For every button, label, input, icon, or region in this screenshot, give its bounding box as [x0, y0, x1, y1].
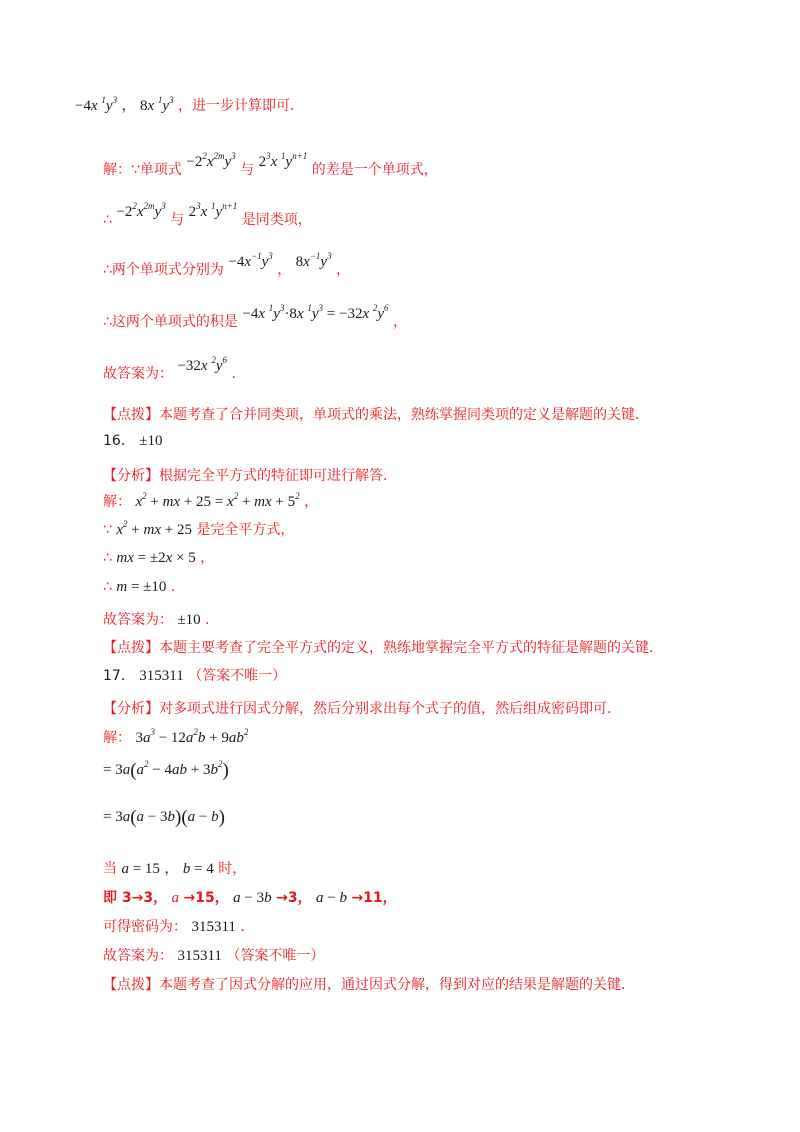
answer-line-15 — [103, 355, 246, 384]
answer-value: 315311 — [191, 919, 236, 935]
comma: ， — [304, 494, 319, 510]
math-expression: −32x $^2y^6$ — [177, 355, 228, 374]
connector-text: 与 — [240, 162, 255, 178]
question-number: 17． — [103, 668, 135, 684]
solution-text: →11， — [351, 890, 397, 906]
solution-text: 时， — [218, 861, 247, 877]
math-expression: = $3a(a^2 - 4ab + 3b^2)$ — [103, 759, 229, 781]
solution-label: 解： — [103, 494, 131, 510]
q17-line-1 — [103, 728, 248, 748]
therefore-symbol: ∴ — [103, 550, 112, 566]
math-expression: a = 15 — [121, 861, 160, 877]
solution-text: 的差是一个单项式， — [311, 162, 438, 178]
therefore-symbol: ∴ — [103, 212, 112, 228]
answer-label: 故答案为： — [103, 612, 173, 628]
math-expression: $x^2$ + mx + 25 — [116, 519, 192, 538]
math-expression: $3a^3 - 12a^2b + 9ab^2$ — [135, 727, 249, 746]
math-expression: b = 4 — [182, 861, 214, 877]
answer-line-16 — [103, 610, 219, 630]
math-expression: $x^2$ + mx + $25 = x^2$ + mx + $5^2$ — [135, 491, 300, 510]
solution-line-4 — [103, 303, 407, 332]
period: ． — [170, 579, 185, 595]
math-expression: = 3a(a − 3b)(a − b) — [103, 807, 225, 828]
math-expression: $-4x^{-1}y^3$ — [228, 251, 273, 270]
solution-text: 解：∵单项式 — [103, 162, 182, 178]
period: ． — [240, 919, 255, 935]
math-expression: ±10 — [177, 612, 201, 628]
comma: ， — [200, 550, 215, 566]
dianbo-15: 【点拨】本题考查了合并同类项，单项式的乘法，熟练掌握同类项的定义是解题的关键． — [103, 407, 649, 423]
comma: ， — [277, 262, 292, 278]
solution-text: 是完全平方式， — [196, 522, 295, 538]
q16-line-3 — [103, 548, 214, 568]
period: ． — [205, 612, 220, 628]
solution-text: ∴这两个单项式的积是 — [103, 314, 238, 330]
math-expression: −4x $^1y^3\cdot 8x$ $^1y^3 = -32x$ $^2y^6$ — [242, 303, 389, 322]
answer-label: 故答案为： — [103, 366, 173, 382]
solution-text: →15， — [183, 890, 229, 906]
math-expression: a — [171, 890, 180, 906]
period: ． — [231, 366, 246, 382]
q16-line-1 — [103, 492, 318, 512]
math-expression: a − 3b — [233, 890, 272, 906]
math-expression: $-2^2x^{2m}y^3$ — [186, 151, 236, 170]
question-17-header — [103, 666, 286, 686]
solution-label: 解： — [103, 730, 131, 746]
q17-line-5 — [103, 888, 397, 908]
dianbo-16: 【点拨】本题主要考查了完全平方式的定义，熟练地掌握完全平方式的特征是解题的关键． — [103, 640, 663, 656]
solution-line-2 — [103, 201, 312, 230]
fenxi-16: 【分析】根据完全平方式的特征即可进行解答． — [103, 468, 397, 484]
math-expression: $8x^{-1}y^3$ — [295, 251, 332, 270]
math-expression: mx = ±2x × 5 — [116, 550, 196, 566]
answer-value: 315311 — [177, 948, 222, 964]
intro-text: ，进一步计算即可． — [178, 98, 305, 114]
answer-line-17 — [103, 946, 324, 966]
comma: ， — [393, 314, 407, 330]
q17-line-3 — [103, 807, 225, 828]
question-16-header — [103, 431, 163, 451]
solution-text: ∴两个单项式分别为 — [103, 262, 224, 278]
answer-label: 故答案为： — [103, 948, 173, 964]
because-symbol: ∵ — [103, 522, 112, 538]
solution-line-1 — [103, 151, 438, 180]
solution-text: 可得密码为： — [103, 919, 187, 935]
connector-text: 与 — [170, 212, 185, 228]
math-expression: $-2^2x^{2m}y^3$ — [116, 201, 166, 220]
math-expression: 8x $^1y^3$ — [139, 95, 174, 114]
math-expression: m = ±10 — [116, 579, 167, 595]
math-expression: −4x $^1y^3$ — [75, 95, 118, 114]
answer-note: （答案不唯一） — [226, 948, 325, 964]
answer-value: 315311 — [139, 668, 184, 684]
math-expression: a − b — [316, 890, 347, 906]
q16-line-4 — [103, 577, 185, 597]
solution-text: →3， — [276, 890, 312, 906]
comma: ， — [121, 98, 136, 114]
q17-line-6 — [103, 917, 254, 937]
dianbo-17: 【点拨】本题考查了因式分解的应用，通过因式分解，得到对应的结果是解题的关键． — [103, 977, 635, 993]
q16-line-2 — [103, 520, 294, 540]
intro-line — [75, 96, 304, 116]
q17-line-2 — [103, 760, 229, 781]
math-expression: $2^3x$ $^1y^{n+1}$ — [188, 201, 238, 220]
math-expression: ±10 — [139, 433, 163, 449]
comma: ， — [164, 861, 179, 877]
fenxi-17: 【分析】对多项式进行因式分解，然后分别求出每个式子的值，然后组成密码即可． — [103, 701, 621, 717]
q17-line-4 — [103, 859, 246, 879]
therefore-symbol: ∴ — [103, 579, 112, 595]
comma: ， — [336, 262, 351, 278]
question-number: 16． — [103, 433, 135, 449]
answer-note: （答案不唯一） — [188, 668, 287, 684]
math-expression: $2^3x$ $^1y^{n+1}$ — [258, 151, 308, 170]
solution-line-3 — [103, 251, 351, 280]
solution-text: 即 3→3， — [103, 890, 168, 906]
solution-text: 当 — [103, 861, 117, 877]
solution-text: 是同类项， — [241, 212, 312, 228]
